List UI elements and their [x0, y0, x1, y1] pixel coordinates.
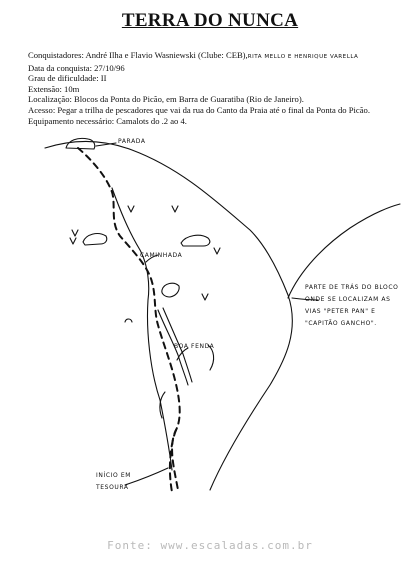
boulder-parada — [66, 138, 95, 149]
info-extensao: Extensão: 10m — [28, 83, 80, 94]
info-equipamento: Equipamento necessário: Camalots do .2 ao 4. — [28, 115, 187, 126]
info-data: Data da conquista: 27/10/96 — [28, 62, 125, 73]
label-parte-tras: PARTE DE TRÁS DO BLOCO ONDE SE LOCALIZAM AS VIAS "PETER PAN" E "CAPITÃO GANCHO". — [305, 284, 399, 327]
rock-outline-left — [112, 188, 172, 470]
label-boa-fenda: BOA FENDA — [174, 343, 215, 350]
boulder-right — [181, 235, 210, 246]
conquistadores-text: Conquistadores: André Ilha e Flavio Wasniewski (Clube: CEB), — [28, 50, 248, 60]
label-inicio: INÍCIO EM TESOURA — [96, 472, 131, 491]
label-caminhada: CAMINHADA — [140, 252, 183, 259]
boulder-left — [83, 234, 107, 245]
info-acesso: Acesso: Pegar a trilha de pescadores que vai da rua do Canto da Praia até o final da Ponta do Picão. — [28, 104, 370, 115]
page-title: TERRA DO NUNCA — [121, 10, 299, 31]
info-localizacao: Localização: Blocos da Ponta do Picão, em Barra de Guaratiba (Rio de Janeiro). — [28, 94, 304, 105]
rock-outline — [45, 142, 292, 491]
boulder-mid — [162, 283, 179, 297]
crack-mark — [125, 319, 132, 322]
source-watermark: Fonte: www.escaladas.com.br — [107, 539, 313, 552]
conquistadores-handwritten: RITA MELLO E HENRIQUE VARELLA — [247, 54, 359, 60]
info-grau: Grau de dificuldade: II — [28, 73, 107, 84]
label-parada: PARADA — [118, 138, 146, 145]
